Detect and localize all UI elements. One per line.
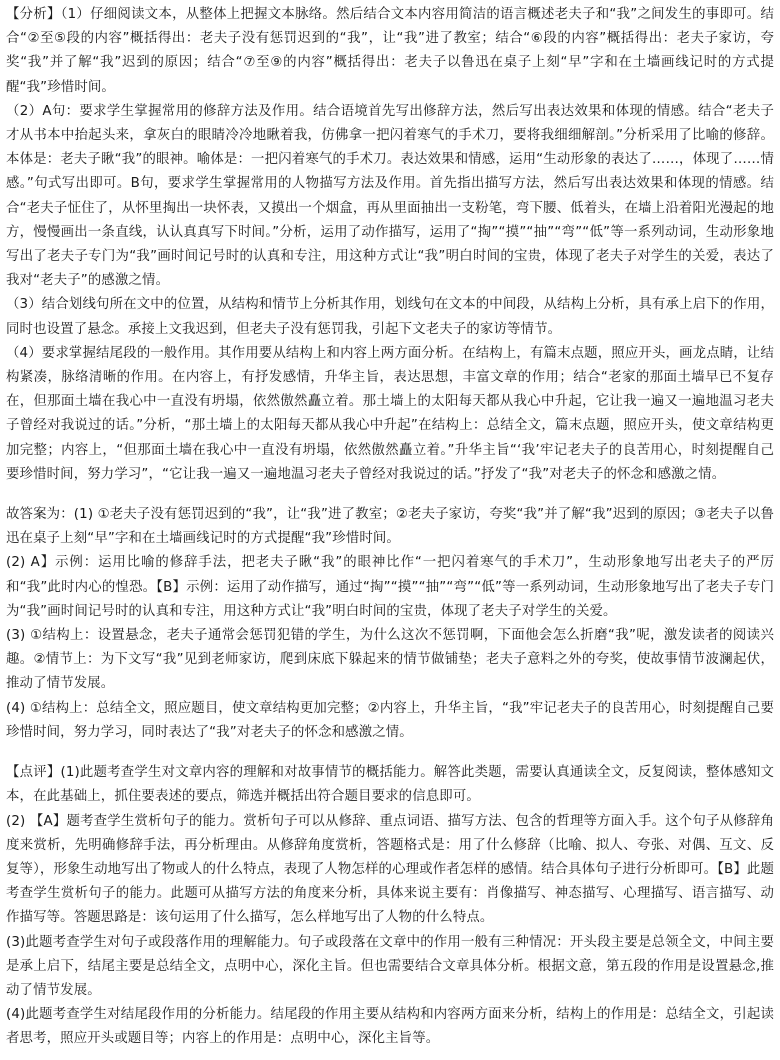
analysis-paragraph-3: （3）结合划线句所在文中的位置，从结构和情节上分析其作用，划线句在文本的中间段，从结构上分析，具有承上启下的作用，同时也设置了悬念。承接上文我迟到，但老夫子没有惩罚我，引起下文老夫子的家访等情节。 (6, 297, 774, 337)
comment-paragraph-3: (3)此题考查学生对句子或段落作用的理解能力。句子或段落在文章中的作用一般有三种情况：开头段主要是总领全文，中间主要是承上启下，结尾主要是总结全文，点明中心，深化主旨。但也需要结合文章具体分析。根据文意，第五段的作用是设置悬念,推动了情节发展。 (6, 934, 774, 998)
section-spacer (6, 487, 774, 503)
answer-paragraph-3: (3) ①结构上：设置悬念，老夫子通常会惩罚犯错的学生，为什么这次不惩罚啊，下面他会怎么折磨“我”呢，激发读者的阅读兴趣。②情节上：为下文写“我”见到老师家访，爬到床底下躲起来的情节做铺垫；老夫子意料之外的夸奖，使故事情节波澜起伏，推动了情节发展。 (6, 628, 774, 692)
comment-paragraph-2: (2) 【A】题考查学生赏析句子的能力。赏析句子可以从修辞、重点词语、描写方法、包含的哲理等方面入手。这个句子从修辞角度来赏析，先明确修辞手法，再分析理由。从修辞角度赏析，答题格式是：用了什么修辞（比喻、拟人、夸张、对偶、互文、反复等），形象生动地写出了物或人的什么特点，表现了人物怎样的心理或作者怎样的感情。结合具体句子进行分析即可。【B】此题考查学生赏析句子的能力。此题可从描写方法的角度来分析，具体来说主要有：肖像描写、神态描写、心理描写、语言描写、动作描写等。答题思路是：该句运用了什么描写，怎么样地写出了人物的什么特点。 (6, 813, 774, 926)
comment-section (6, 761, 774, 1051)
analysis-paragraph-2: （2）A句：要求学生掌握常用的修辞方法及作用。结合语境首先写出修辞方法，然后写出表达效果和体现的情感。结合“老夫子才从书本中抬起头来，拿灰白的眼睛冷冷地瞅着我，仿佛拿一把闪着寒气的手术刀，要将我细细解剖。”分析采用了比喻的修辞。本体是：老夫子瞅“我”的眼神。喻体是：一把闪着寒气的手术刀。表达效果和情感，运用“生动形象的表达了……，体现了……情感。”句式写出即可。B句，要求学生掌握常用的人物描写方法及作用。首先指出描写方法，然后写出表达效果和体现的情感。结合“老夫子怔住了，从怀里掏出一块怀表，又摸出一个烟盒，再从里面抽出一支粉笔，弯下腰、低着头，在墙上沿着阳光漫起的地方，慢慢画出一条直线，认认真真写下时间。”分析，运用了动作描写，运用了“掏”“摸”“抽”“弯”“低”等一系列动词，生动形象地写出了老夫子专门为“我”画时间记号时的认真和专注，用这种方式让“我”明白时间的宝贵，体现了老夫子对学生的关爱，表达了我对“老夫子”的感激之情。 (6, 103, 774, 289)
answer-paragraph-4: (4) ①结构上：总结全文，照应题目，使文章结构更加完整；②内容上，升华主旨，“我”牢记老夫子的良苦用心，时刻提醒自己要珍惜时间，努力学习，同时表达了“我”对老夫子的怀念和感激之情。 (6, 700, 774, 740)
analysis-section (6, 3, 774, 487)
analysis-paragraph-1: 【分析】（1）仔细阅读文本，从整体上把握文本脉络。然后结合文本内容用简洁的语言概述老夫子和“我”之间发生的事即可。结合“②至⑤段的内容”概括得出：老夫子没有惩罚迟到的“我”，让“我”进了教室；结合“⑥段的内容”概括得出：老夫子家访，夸奖“我”并了解“我”迟到的原因；结合“⑦至⑨的内容”概括得出：老夫子以鲁迅在桌子上刻“早”字和在土墙画线记时的方式提醒“我”珍惜时间。 (6, 7, 774, 95)
comment-paragraph-4: (4)此题考查学生对结尾段作用的分析能力。结尾段的作用主要从结构和内容两方面来分析，结构上的作用是：总结全文，引起读者思考，照应开头或题目等；内容上的作用是：点明中心，深化主旨等。 (6, 1007, 774, 1047)
comment-paragraph-1: 【点评】(1)此题考查学生对文章内容的理解和对故事情节的概括能力。解答此类题，需要认真通读全文，反复阅读，整体感知文本，在此基础上，抓住要表述的要点，筛选并概括出符合题目要求的信息即可。 (6, 765, 774, 805)
answer-paragraph-1: 故答案为：(1) ①老夫子没有惩罚迟到的“我”，让“我”进了教室；②老夫子家访，夸奖“我”并了解“我”迟到的原因；③老夫子以鲁迅在桌子上刻“早”字和在土墙画线记时的方式提醒“我”珍惜时间。 (6, 507, 774, 547)
section-spacer (6, 745, 774, 761)
analysis-paragraph-4: （4）要求掌握结尾段的一般作用。其作用要从结构上和内容上两方面分析。在结构上，有篇末点题，照应开头，画龙点睛，让结构紧凑，脉络清晰的作用。在内容上，有抒发感情，升华主旨，表达思想，丰富文章的作用；结合“老家的那面土墙早已不复存在，但那面土墙在我心中一直没有坍塌，依然傲然矗立着。那土墙上的太阳每天都从我心中升起，它让我一遍又一遍地温习老夫子曾经对我说过的话。”分析，“那土墙上的太阳每天都从我心中升起”在结构上：总结全文，篇末点题，照应开头，使文章结构更加完整；内容上，“但那面土墙在我心中一直没有坍塌，依然傲然矗立着。”升华主旨“‘我’牢记老夫子的良苦用心，时刻提醒自己要珍惜时间，努力学习”，“它让我一遍又一遍地温习老夫子曾经对我说过的话。”抒发了“我”对老夫子的怀念和感激之情。 (6, 345, 774, 482)
answer-paragraph-2: (2) A】示例：运用比喻的修辞手法，把老夫子瞅“我”的眼神比作“一把闪着寒气的手术刀”，生动形象地写出老夫子的严厉和“我”此时内心的惶恐。【B】示例：运用了动作描写，通过“掏”“摸”“抽”“弯”“低”等一系列动词，生动形象地写出了老夫子专门为“我”画时间记号时的认真和专注，用这种方式让“我”明白时间的宝贵，体现了老夫子对学生的关爱。 (6, 555, 774, 619)
answer-section (6, 503, 774, 745)
